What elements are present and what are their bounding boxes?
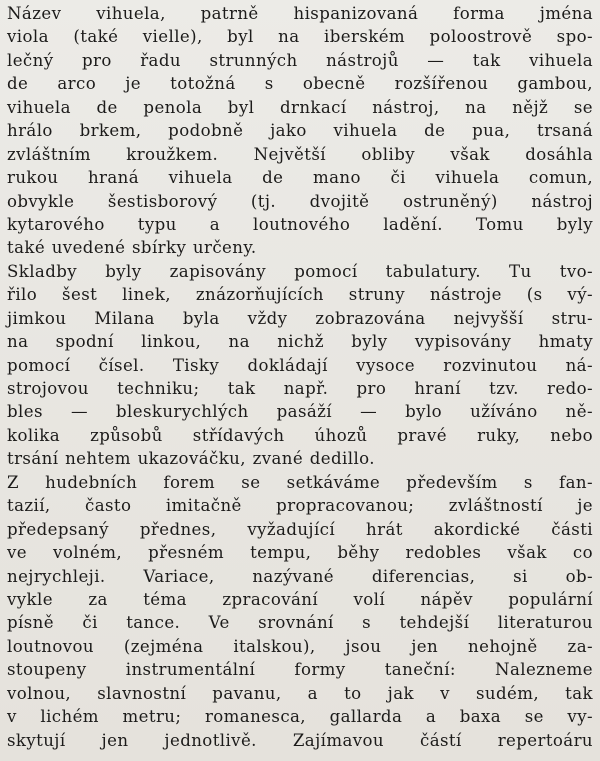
text-line: rukou hraná vihuela de mano či vihuela comun, [7,168,593,188]
text-line: strojovou techniku; tak např. pro hraní tzv. redo- [7,379,593,398]
text-line: Z hudebních forem se setkáváme především s fan- [7,472,593,492]
text-line: hrálo brkem, podobně jako vihuela de pua, trsaná [7,121,593,141]
text-line: kolika způsobů střídavých úhozů pravé ruky, nebo [7,425,593,445]
text-line: bles — bleskurychlých pasáží — bylo užíváno ně- [7,402,593,422]
text-line: Název vihuela, patrně hispanizovaná forma jména [7,4,593,23]
text-line: skytují jen jednotlivě. Zajímavou částí repertoáru [7,730,593,750]
text-line: pomocí čísel. Tisky dokládají vysoce rozvinutou ná- [7,355,593,375]
text-line: de arco je totožná s obecně rozšířenou gambou, [7,74,593,94]
body-text [7,2,593,752]
text-line: vihuela de penola byl drnkací nástroj, na nějž se [7,97,593,117]
text-line: loutnovou (zejména italskou), jsou jen nehojně za- [7,636,593,656]
paragraph-tablature [7,260,593,471]
text-line: předepsaný přednes, vyžadující hrát akordické části [7,519,593,539]
text-line: lečný pro řadu strunných nástrojů — tak vihuela [7,50,593,70]
text-line: Skladby byly zapisovány pomocí tabulatury. Tu tvo- [7,261,593,281]
paragraph-musical-forms [7,471,593,752]
text-line: stoupeny instrumentální formy taneční: Nalezneme [7,660,593,680]
text-line: také uvedené sbírky určeny. [7,238,257,258]
text-line: v lichém metru; romanesca, gallarda a baxa se vy- [7,707,593,727]
text-line: obvykle šestisborový (tj. dvojitě ostruněný) nástroj [7,191,593,211]
text-line: tazií, často imitačně propracovanou; zvláštností je [7,496,593,516]
text-line: kytarového typu a loutnového ladění. Tomu byly [7,214,593,234]
text-line: na spodní linkou, na nichž byly vypisovány hmaty [7,332,593,352]
paragraph-vihuela-name [7,2,593,260]
text-line: vykle za téma zpracování volí nápěv populární [7,589,593,609]
text-line: trsání nehtem ukazováčku, zvané dedillo. [7,449,375,469]
text-line: ve volném, přesném tempu, běhy redobles však co [7,543,593,563]
text-line: jimkou Milana byla vždy zobrazována nejvyšší stru- [7,308,593,328]
text-line: viola (také vielle), byl na iberském poloostrově spo- [7,27,593,47]
text-line: zvláštním kroužkem. Největší obliby však dosáhla [7,144,593,164]
text-line: řilo šest linek, znázorňujících struny nástroje (s vý- [7,285,593,305]
text-line: nejrychleji. Variace, nazývané diferencias, si ob- [7,566,593,586]
text-line: volnou, slavnostní pavanu, a to jak v sudém, tak [7,683,593,703]
text-line: písně či tance. Ve srovnání s tehdejší literaturou [7,613,593,633]
